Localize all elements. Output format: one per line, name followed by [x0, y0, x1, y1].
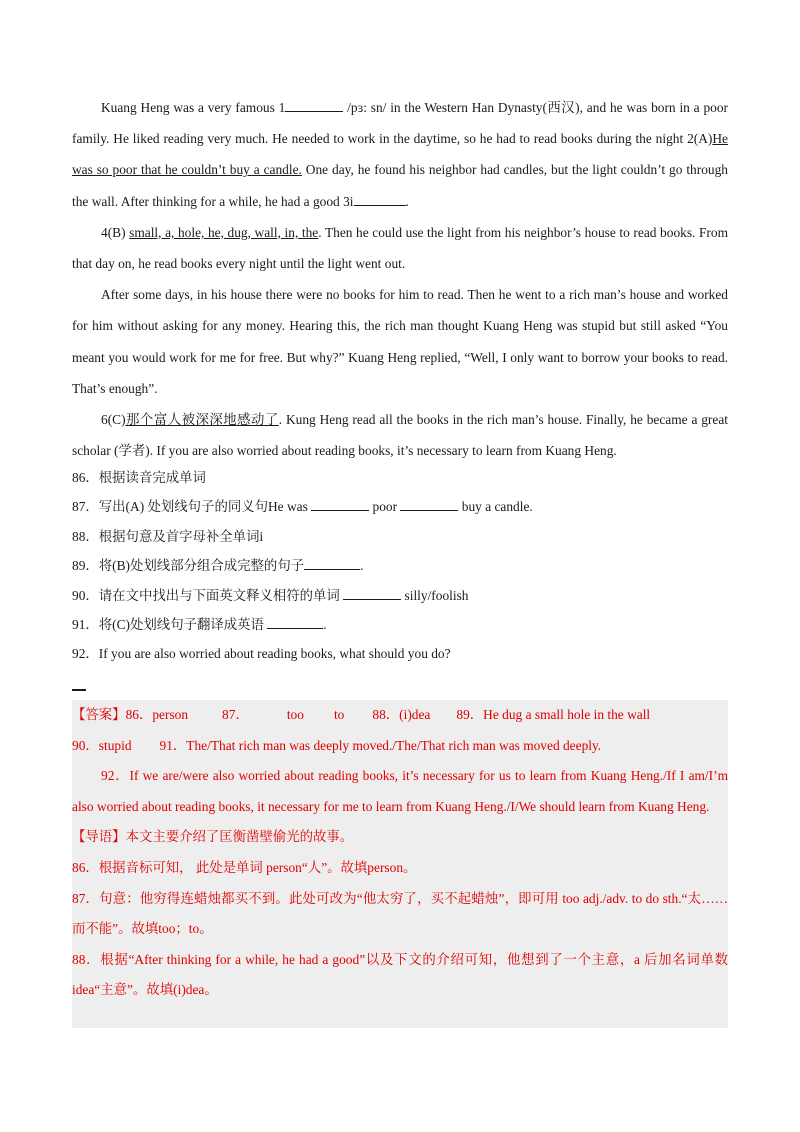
guide-88: 88．根据“After thinking for a while, he had a good”以及下文的介绍可知，他想到了一个主意，a 后加名词单数 idea“主意”。故填(i)dea。	[72, 951, 728, 998]
answer-line-1: 【答案】86．person 87． too to 88．(i)dea 89．He dug a small hole in the wall	[72, 707, 651, 722]
question-89: 89．将(B)处划线部分组合成完整的句子 .	[72, 558, 364, 574]
paragraph-3: After some days, in his house there were no books for him to read. Then he went to a rich man’s house and worked for him without asking for any money. Hearing this, the rich man thought Kuang Heng was stupid but still asked “You meant you would work for me for free. But why?” Kuang Heng replied, “Well, I only want to borrow your books to read. That’s enough”.	[72, 287, 728, 396]
guide-intro: 【导语】本文主要介绍了匡衡凿壁偷光的故事。	[72, 829, 354, 845]
underlined-words-b: small, a, hole, he, dug, wall, in, the	[129, 224, 319, 240]
section-divider	[72, 689, 86, 691]
paragraph-1: Kuang Heng was a very famous 1 /pɜ: sn/ in the Western Han Dynasty(西汉), and he was born in a poor family. He liked reading very much. He needed to work in the daytime, so he had to read books during the night 2(A)He was so poor that he couldn’t buy a candle. One day, he found his neighbor had candles, but the light couldn’t go through the wall. After thinking for a while, he had a good 3i .	[72, 100, 728, 209]
guide-tag: 【导语】	[72, 829, 126, 845]
blank-1	[285, 99, 343, 112]
question-87: 87．写出(A) 处划线句子的同义句He was poor buy a candle.	[72, 499, 533, 515]
answer-line-2: 90．stupid 91．The/That rich man was deeply moved./The/That rich man was moved deeply.	[72, 737, 602, 753]
underlined-sentence-a: He was so poor that he couldn’t buy a candle.	[72, 131, 728, 178]
reading-passage	[72, 92, 728, 466]
question-92: 92．If you are also worried about reading books, what should you do?	[72, 646, 451, 662]
underlined-sentence-c: 那个富人被深深地感动了	[125, 412, 279, 428]
question-91: 91．将(C)处划线句子翻译成英语 .	[72, 617, 327, 633]
guide-86: 86．根据音标可知， 此处是单词 person“人”。故填person。	[72, 859, 417, 875]
question-86: 86．根据读音完成单词	[72, 470, 206, 485]
question-90: 90．请在文中找出与下面英文释义相符的单词 silly/foolish	[72, 587, 469, 603]
answer-section	[72, 700, 728, 1028]
blank-3	[354, 193, 406, 206]
question-list	[72, 463, 728, 669]
guide-87: 87．句意：他穷得连蜡烛都买不到。此处可改为“他太穷了，买不起蜡烛”，即可用 too adj./adv. to do sth.“太……而不能”。故填too；to。	[72, 890, 728, 937]
question-88: 88．根据句意及首字母补全单词i	[72, 528, 264, 544]
answer-92: 92．If we are/were also worried about reading books, it’s necessary for us to learn from Kuang Heng./If I am/I’m also worried about reading books, it necessary for me to learn from Kuang Heng./I/We should learn from Kuang Heng.	[72, 768, 728, 814]
paragraph-2: 4(B) small, a, hole, he, dug, wall, in, the. Then he could use the light from his neighbor’s house to read books. From that day on, he read books every night until the light went out.	[72, 224, 729, 272]
answer-tag: 【答案】	[72, 707, 126, 722]
paragraph-4: 6(C)那个富人被深深地感动了. Kung Heng read all the books in the rich man’s house. Finally, he became a great scholar (学者). If you are also worried about reading books, it’s necessary to learn from Kuang Heng.	[72, 412, 728, 459]
